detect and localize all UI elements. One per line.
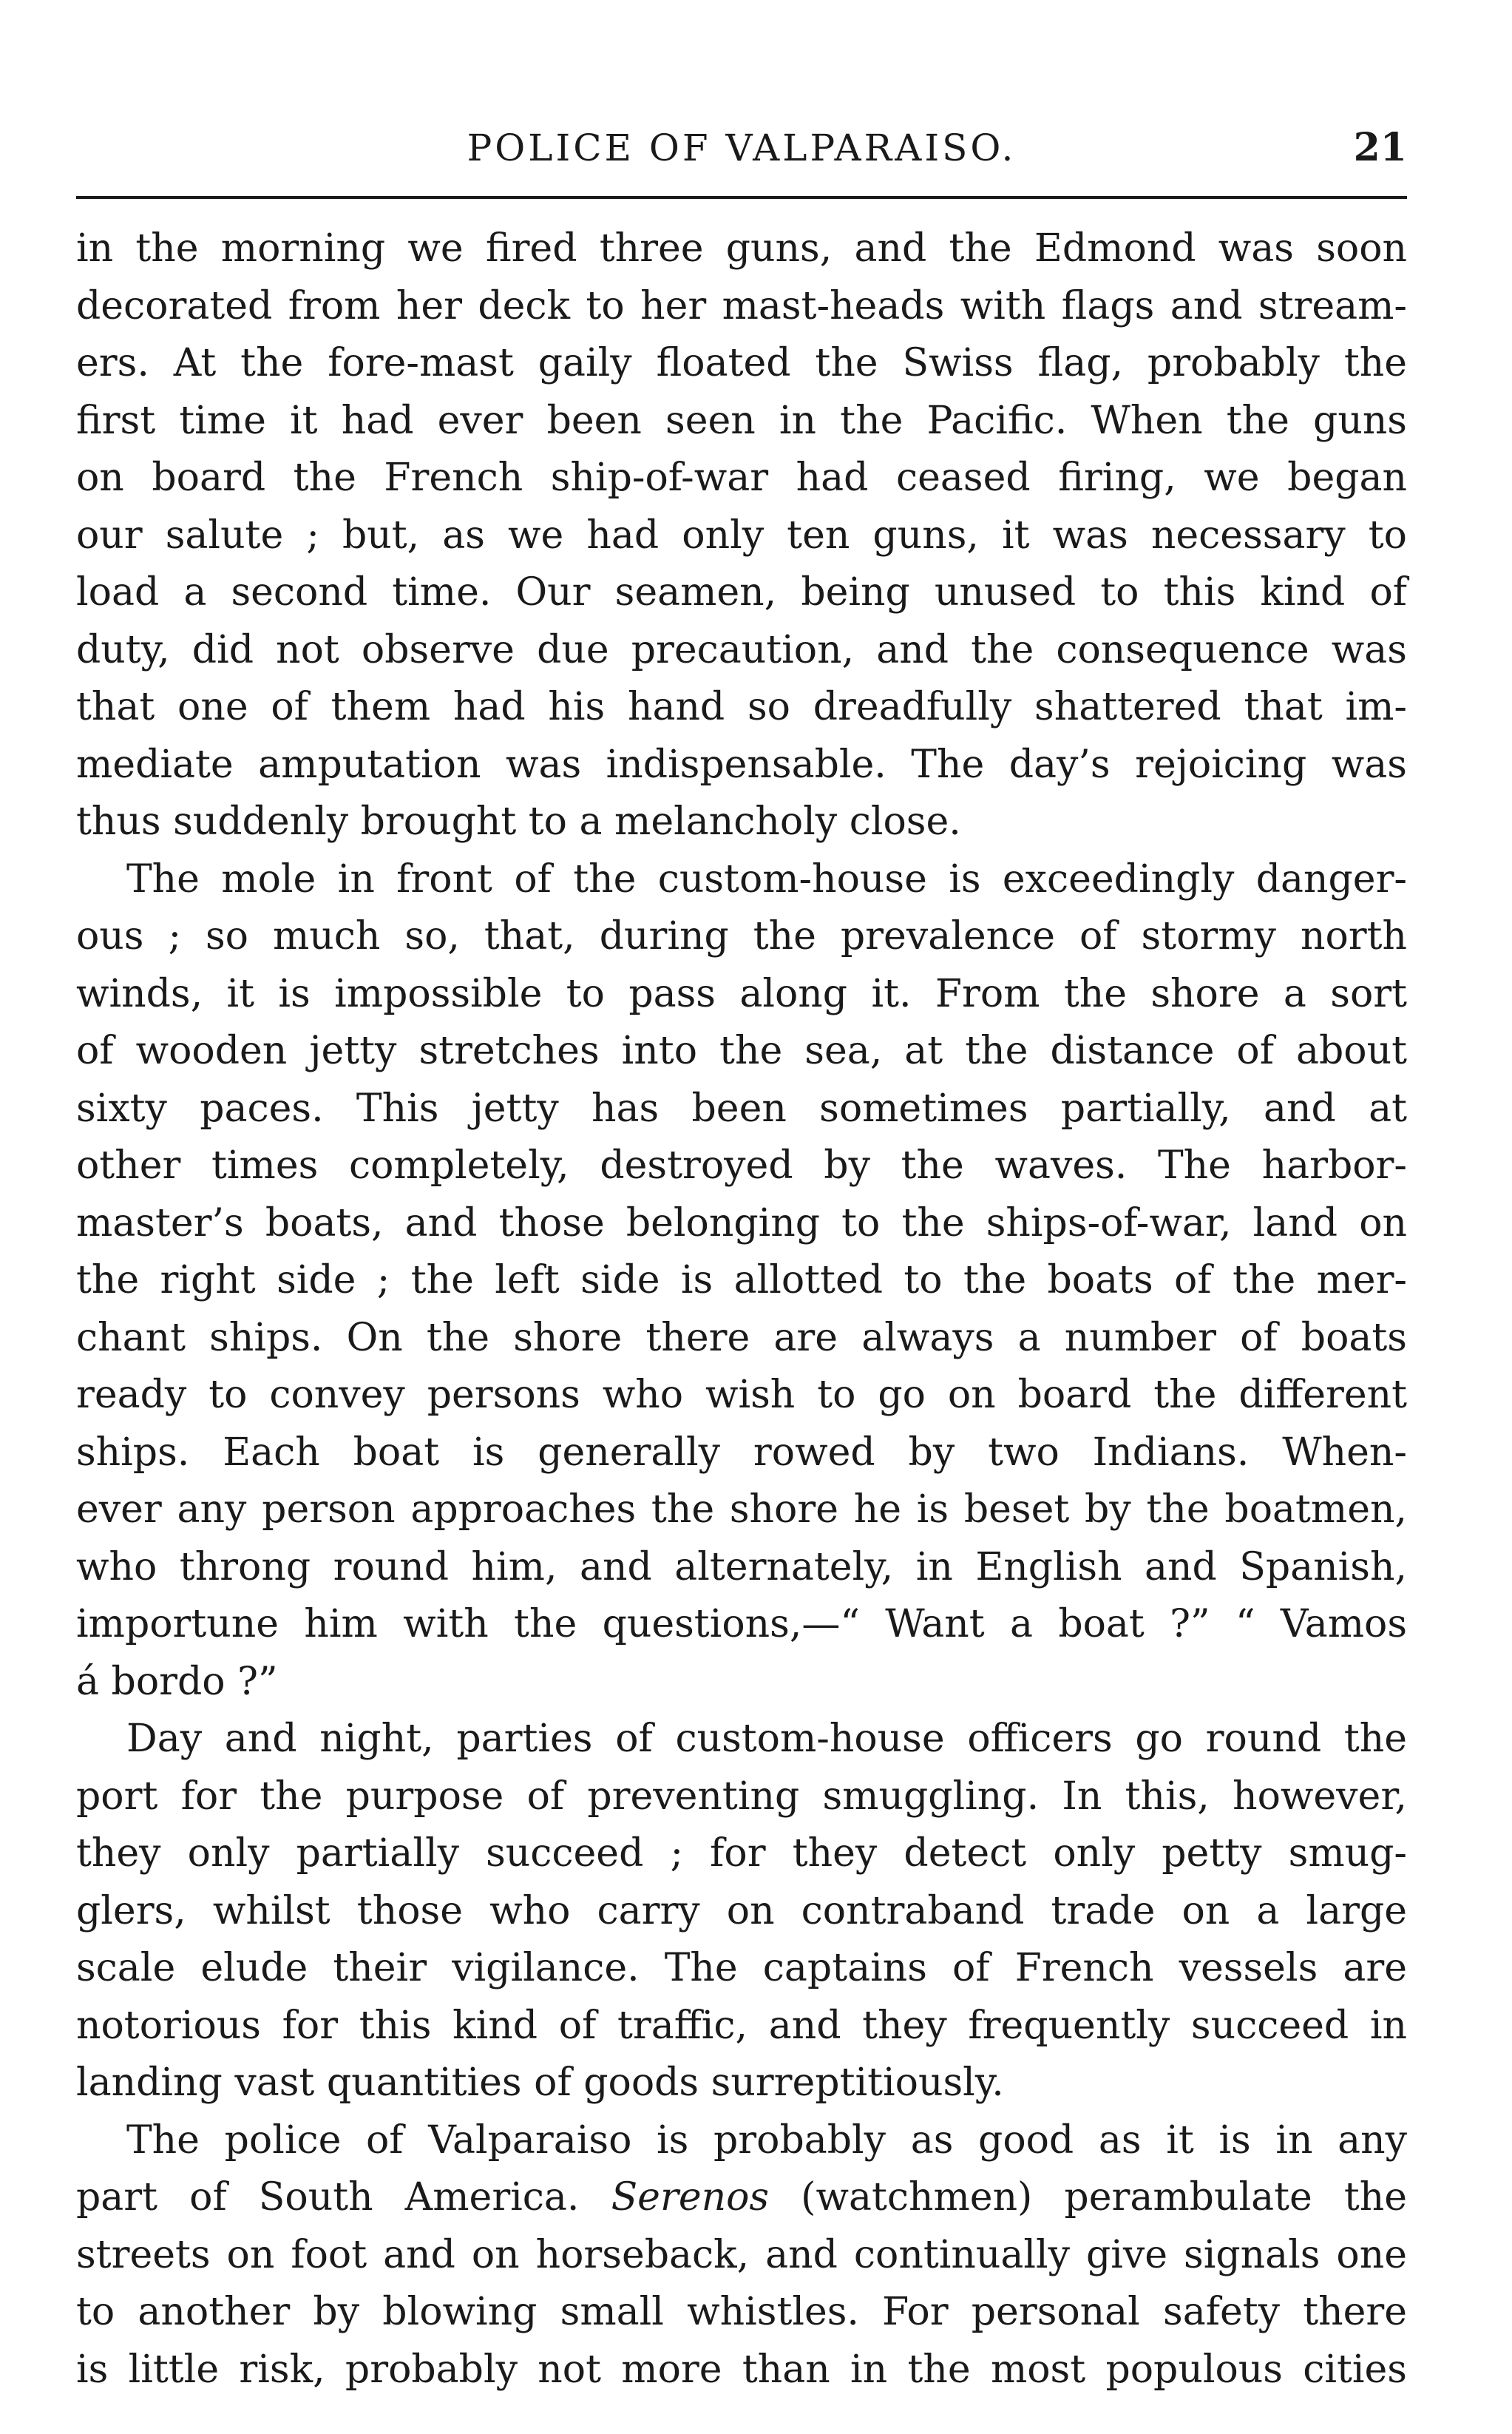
text-line: chant ships. On the shore there are always a number of boats bbox=[76, 1315, 1407, 1360]
text-line: ready to convey persons who wish to go on board the different bbox=[76, 1373, 1407, 1417]
text-line: load a second time. Our seamen, being unused to this kind of bbox=[76, 570, 1407, 615]
paragraph-3 bbox=[76, 1711, 1407, 2112]
header-rule bbox=[76, 196, 1407, 199]
text-line: on board the French ship-of-war had ceased firing, we began bbox=[76, 456, 1407, 500]
text-line: who throng round him, and alternately, in English and Spanish, bbox=[76, 1544, 1407, 1589]
text-line: in the morning we fired three guns, and the Edmond was soon bbox=[76, 226, 1407, 271]
text-line: notorious for this kind of traffic, and they frequently succeed in bbox=[76, 2003, 1407, 2048]
text-line: our salute ; but, as we had only ten guns, it was necessary to bbox=[76, 513, 1407, 558]
body-text bbox=[76, 220, 1407, 2398]
text-line: landing vast quantities of goods surreptitiously. bbox=[76, 2061, 1004, 2105]
text-line: streets on foot and on horseback, and continually give signals one bbox=[76, 2232, 1407, 2277]
text-line: first time it had ever been seen in the Pacific. When the guns bbox=[76, 398, 1407, 443]
text-line-with-italic bbox=[76, 2169, 1407, 2227]
text-line: winds, it is impossible to pass along it. From the shore a sort bbox=[76, 971, 1407, 1016]
text-line: á bordo ?” bbox=[76, 1659, 278, 1704]
text-line: port for the purpose of preventing smuggling. In this, however, bbox=[76, 1774, 1407, 1819]
text-line: the right side ; the left side is allotted to the boats of the mer- bbox=[76, 1258, 1407, 1302]
paragraph-2 bbox=[76, 851, 1407, 1711]
text-line: ever any person approaches the shore he is beset by the boatmen, bbox=[76, 1487, 1407, 1532]
paragraph-4 bbox=[76, 2112, 1407, 2399]
text-line: The police of Valparaiso is probably as good as it is in any bbox=[126, 2117, 1407, 2163]
text-line: Day and night, parties of custom-house officers go round the bbox=[126, 1717, 1407, 1761]
text-line: ous ; so much so, that, during the prevalence of stormy north bbox=[76, 914, 1407, 959]
text-line: importune him with the questions,—“ Want a boat ?” “ Vamos bbox=[76, 1602, 1407, 1646]
text-fragment: part of South America. bbox=[76, 2175, 611, 2220]
text-line: glers, whilst those who carry on contraband trade on a large bbox=[76, 1888, 1407, 1933]
text-line: duty, did not observe due precaution, and the consequence was bbox=[76, 627, 1407, 672]
italic-term: Serenos bbox=[611, 2175, 770, 2220]
text-line: ers. At the fore-mast gaily floated the Swiss flag, probably the bbox=[76, 341, 1407, 385]
text-line: thus suddenly brought to a melancholy close. bbox=[76, 799, 961, 844]
text-line: of wooden jetty stretches into the sea, at the distance of about bbox=[76, 1029, 1407, 1073]
text-line: The mole in front of the custom-house is exceedingly danger- bbox=[126, 856, 1407, 902]
text-fragment: (watchmen) perambulate the bbox=[769, 2175, 1407, 2220]
running-title: POLICE OF VALPARAISO. bbox=[467, 126, 1017, 169]
text-line: master’s boats, and those belonging to the ships-of-war, land on bbox=[76, 1200, 1407, 1245]
text-line: they only partially succeed ; for they detect only petty smug- bbox=[76, 1831, 1407, 1876]
text-line: is little risk, probably not more than in the most populous cities bbox=[76, 2347, 1407, 2392]
text-line: sixty paces. This jetty has been sometimes partially, and at bbox=[76, 1086, 1407, 1131]
text-line: mediate amputation was indispensable. The day’s rejoicing was bbox=[76, 742, 1407, 787]
paragraph-1 bbox=[76, 220, 1407, 851]
text-line: to another by blowing small whistles. For personal safety there bbox=[76, 2290, 1407, 2334]
page-header bbox=[76, 120, 1407, 179]
text-line: other times completely, destroyed by the waves. The harbor- bbox=[76, 1143, 1407, 1188]
text-line: that one of them had his hand so dreadfully shattered that im- bbox=[76, 685, 1407, 729]
text-line: decorated from her deck to her mast-heads with flags and stream- bbox=[76, 283, 1407, 328]
page-number: 21 bbox=[1353, 125, 1407, 170]
text-line: scale elude their vigilance. The captains of French vessels are bbox=[76, 1946, 1407, 1990]
text-line: ships. Each boat is generally rowed by two Indians. When- bbox=[76, 1430, 1407, 1475]
